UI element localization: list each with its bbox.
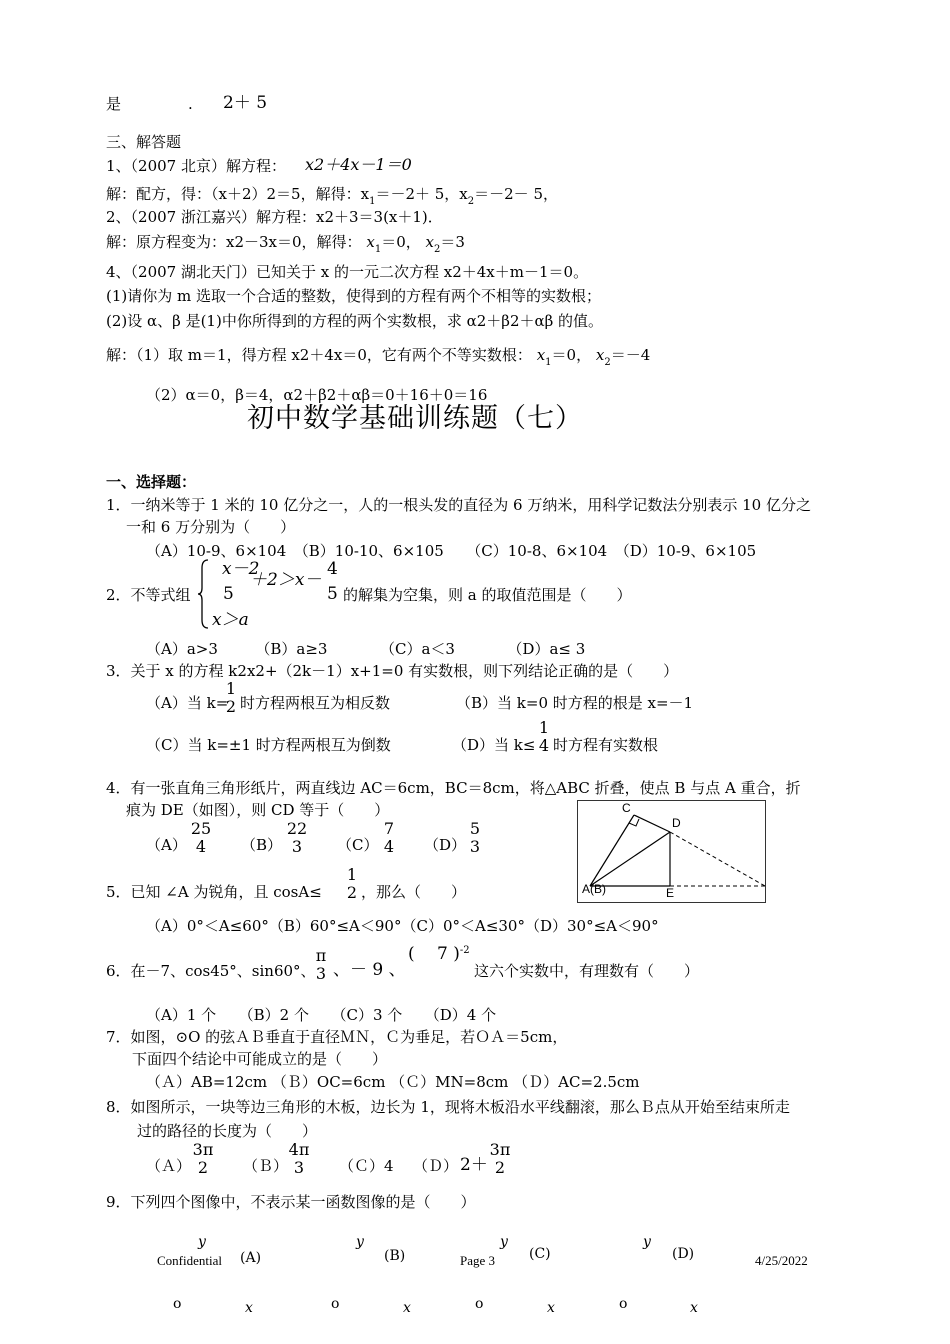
c-q2-num2: 4: [327, 559, 338, 579]
c-q8-d-pre: 2＋: [460, 1155, 488, 1175]
q2-text: 2、（2007 浙江嘉兴）解方程：x2＋3＝3(x＋1)．: [106, 208, 443, 226]
fill-answer-value: 2＋ 5: [223, 93, 268, 113]
a4-line2: （2）α＝0，β＝4，α2＋β2＋αβ＝0＋16＋0＝16: [146, 386, 488, 404]
c-q3-text: 3．关于 x 的方程 k2x2+（2k－1）x+1=0 有实数根，则下列结论正确的是（ ）: [106, 662, 679, 680]
c-q5-options: （A）0°＜A≤60°（B）60°≤A＜90°（C）0°＜A≤30°（D）30°≤A＜90°: [146, 917, 659, 935]
a4-x2: x: [595, 346, 605, 364]
footer-date: 4/25/2022: [755, 1253, 808, 1268]
graph-a-label: (A): [240, 1250, 262, 1266]
c-q8-b: （Ｂ）: [243, 1157, 289, 1175]
c-q4-c-frac: [380, 820, 398, 857]
c-q4-a-num: 25: [190, 819, 212, 838]
fig-label-d: D: [672, 816, 681, 830]
c-q3-a-pre: （A）当 k=: [146, 694, 229, 712]
page-title: 初中数学基础训练题（七）: [247, 403, 583, 434]
c-q3-d-frac: [537, 719, 551, 756]
c-q6-pi: π: [315, 946, 327, 965]
graph-d-label: (D): [672, 1246, 695, 1262]
graph-a-x: x: [245, 1300, 253, 1316]
c-q6-mid: 、－ 9 、: [333, 960, 406, 980]
fig-label-c: C: [622, 801, 631, 815]
c-q6-post: 这六个实数中，有理数有（ ）: [474, 962, 700, 980]
graph-c-label: (C): [529, 1246, 551, 1262]
graph-d-x: x: [690, 1300, 698, 1316]
c-q4-line1: 4．有一张直角三角形纸片，两直线边 AC＝6cm，BC＝8cm，将△ABC 折叠，使点 B 与点 A 重合，折: [106, 779, 801, 797]
graph-c-y: y: [500, 1234, 508, 1250]
c-q7-line1: 7．如图，⊙O 的弦ＡＢ垂直于直径ＭＮ，Ｃ为垂足，若ＯＡ＝5cm，: [106, 1028, 568, 1046]
c-q8-a-frac: [190, 1141, 216, 1178]
graph-b-label: (B): [384, 1248, 406, 1264]
c-q2-num: x－2: [222, 559, 260, 579]
c-q4-a-frac: [189, 820, 213, 857]
c-q3-d-pre: （D）当 k≤: [452, 736, 536, 754]
c-q8-d-frac: [487, 1141, 513, 1178]
c-q4-b-num: 22: [286, 819, 308, 838]
c-q8-a-den: 2: [197, 1158, 209, 1178]
section3-heading: 三、解答题: [106, 133, 182, 151]
c-q4-a: （A）: [146, 836, 187, 854]
a1-part-e: ＝－2－ 5，: [474, 185, 558, 203]
graph-c-o: o: [475, 1296, 484, 1312]
c-q6-options: （A）1 个 （B）2 个 （C）3 个 （D）4 个: [146, 1006, 497, 1024]
q1-equation: x2＋4x－1＝0: [305, 155, 412, 174]
a2-val1: ＝0，: [381, 233, 421, 251]
c-q5-pre: 5．已知 ∠A 为锐角，且 cosA≤: [106, 883, 322, 901]
c-q7-options: （Ａ）AB=12cm （Ｂ）OC=6cm （Ｃ）MN=8cm （Ｄ）AC=2.5cm: [146, 1073, 640, 1091]
c-q6-three: 3: [315, 964, 327, 984]
c-q8-d-num: 3π: [489, 1140, 511, 1159]
a4-val1: ＝0，: [551, 346, 592, 364]
c-q8-d: （Ｄ）: [413, 1157, 459, 1175]
c-q9-text: 9．下列四个图像中，不表示某一函数图像的是（ ）: [106, 1193, 476, 1211]
c-q8-c: （Ｃ）4: [339, 1157, 394, 1175]
q4-text: 4、（2007 湖北天门）已知关于 x 的一元二次方程 x2＋4x＋m－1＝0。: [106, 263, 589, 281]
c-q6-paren-text: ( 7 ): [408, 944, 460, 964]
c-q4-d-num: 5: [469, 819, 481, 838]
c-q2-pre: 2．不等式组: [106, 586, 191, 604]
c-q5-num: 1: [346, 865, 358, 884]
c-q3-a-num: 1: [225, 679, 237, 698]
c-q1-options: （A）10-9、6×104 （B）10-10、6×105 （C）10-8、6×104 （D）10-9、6×105: [146, 542, 757, 560]
a1-part-c: ＝－2＋ 5，x: [375, 185, 468, 203]
a1-line: [106, 185, 558, 207]
footer-confidential: Confidential: [157, 1253, 222, 1268]
c-q4-a-den: 4: [195, 837, 207, 857]
fill-answer-prefix: 是: [106, 95, 122, 113]
c-q4-line2: 痕为 DE（如图），则 CD 等于（ ）: [126, 801, 390, 819]
c-q4-d: （D）: [424, 836, 467, 854]
q1-text: 1、（2007 北京）解方程：: [106, 157, 286, 175]
c-q2-den: 5: [223, 584, 234, 604]
choice-heading: 一、选择题：: [106, 473, 197, 491]
c-q4-b-den: 3: [291, 837, 303, 857]
c-q6-exp: -2: [459, 945, 470, 956]
a4-line1: [106, 346, 651, 368]
c-q2-options: （A）a>3 （B）a≥3 （C）a＜3 （D）a≤ 3: [146, 640, 586, 658]
c-q2-post: 的解集为空集，则 a 的取值范围是（ ）: [343, 586, 632, 604]
graph-b-x: x: [403, 1300, 411, 1316]
a2-x2: x: [425, 233, 434, 251]
c-q4-d-frac: [466, 820, 484, 857]
c-q1-line1: 1．一纳米等于 1 米的 10 亿分之一，人的一根头发的直径为 6 万纳米，用科学记数法分别表示 10 亿分之: [106, 496, 811, 514]
a2-text: 解：原方程变为：x2－3x＝0，解得：: [106, 233, 362, 251]
c-q5-den: 2: [346, 883, 358, 903]
graph-b-y: y: [356, 1234, 364, 1250]
a1-sub2: 2: [467, 196, 475, 207]
fig-label-e: E: [666, 886, 675, 900]
graph-d-y: y: [643, 1234, 651, 1250]
c-q4-b-frac: [285, 820, 309, 857]
a4-text: 解：（1）取 m＝1，得方程 x2＋4x＝0，它有两个不等实数根：: [106, 346, 532, 364]
c-q4-d-den: 3: [469, 837, 481, 857]
c-q6-pre: 6．在－7、cos45°、sin60°、: [106, 962, 316, 980]
c-q8-b-frac: [286, 1141, 312, 1178]
c-q3-b: （B）当 k=0 时方程的根是 x=－1: [456, 694, 694, 712]
c-q8-line1: 8．如图所示，一块等边三角形的木板，边长为 1，现将木板沿水平线翻滚，那么Ｂ点从开始至结束所走: [106, 1098, 790, 1116]
c-q4-b: （B）: [241, 836, 283, 854]
a2-sub1: 1: [374, 244, 382, 255]
c-q1-line2: 一和 6 万分别为（ ）: [126, 518, 296, 536]
c-q3-d-post: 时方程有实数根: [553, 736, 659, 754]
a1-part-a: 解：配方，得：（x＋2）2＝5，解得：x: [106, 185, 370, 203]
a4-x1: x: [536, 346, 546, 364]
c-q8-a-num: 3π: [192, 1140, 214, 1159]
c-q3-a-den: 2: [225, 697, 237, 717]
c-q3-d-num: 1: [538, 718, 550, 737]
c-q6-paren: [408, 944, 470, 964]
a4-val2: ＝－4: [610, 346, 651, 364]
c-q8-a: （Ａ）: [146, 1157, 192, 1175]
a2-line: [106, 233, 465, 255]
graph-d-o: o: [619, 1296, 628, 1312]
c-q3-a-frac: [224, 680, 238, 717]
c-q2-line3: x＞a: [212, 610, 249, 630]
c-q4-c-den: 4: [383, 837, 395, 857]
c-q2-den2: 5: [327, 584, 338, 604]
c-q8-d-den: 2: [494, 1158, 506, 1178]
a4-sub1: 1: [545, 357, 552, 368]
c-q4-c-num: 7: [383, 819, 395, 838]
c-q2-mid: ＋2＞x－: [250, 570, 322, 590]
c-q6-frac: [312, 947, 330, 984]
a2-val2: ＝3: [440, 233, 465, 251]
c-q4-c: （C）: [337, 836, 379, 854]
a1-sub1: 1: [369, 196, 376, 207]
graph-b-o: o: [331, 1296, 340, 1312]
footer-page: Page 3: [460, 1253, 496, 1268]
c-q3-a-post: 时方程两根互为相反数: [240, 694, 391, 712]
a4-sub2: 2: [604, 357, 611, 368]
c-q5-post: ，那么（ ）: [361, 883, 467, 901]
c-q7-line2: 下面四个结论中可能成立的是（ ）: [132, 1050, 388, 1068]
fill-answer-dot: .: [188, 95, 193, 113]
brace-icon: [196, 558, 210, 630]
graph-a-o: o: [173, 1296, 182, 1312]
q4-part2: (2)设 α、β 是(1)中你所得到的方程的两个实数根，求 α2＋β2＋αβ 的值。: [106, 312, 604, 330]
a2-sub2: 2: [433, 244, 441, 255]
graph-a-y: y: [198, 1234, 206, 1250]
fig-label-ab: A(B): [582, 882, 606, 896]
a2-x1: x: [366, 233, 375, 251]
graph-c-x: x: [547, 1300, 555, 1316]
c-q8-b-den: 3: [293, 1158, 305, 1178]
c-q3-d-den: 4: [538, 736, 550, 756]
c-q5-frac: [345, 866, 359, 903]
c-q3-c: （C）当 k=±1 时方程两根互为倒数: [146, 736, 391, 754]
c-q8-line2: 过的路径的长度为（ ）: [137, 1122, 318, 1140]
c-q8-b-num: 4π: [288, 1140, 310, 1159]
q4-part1: (1)请你为 m 选取一个合适的整数，使得到的方程有两个不相等的实数根；: [106, 287, 602, 305]
